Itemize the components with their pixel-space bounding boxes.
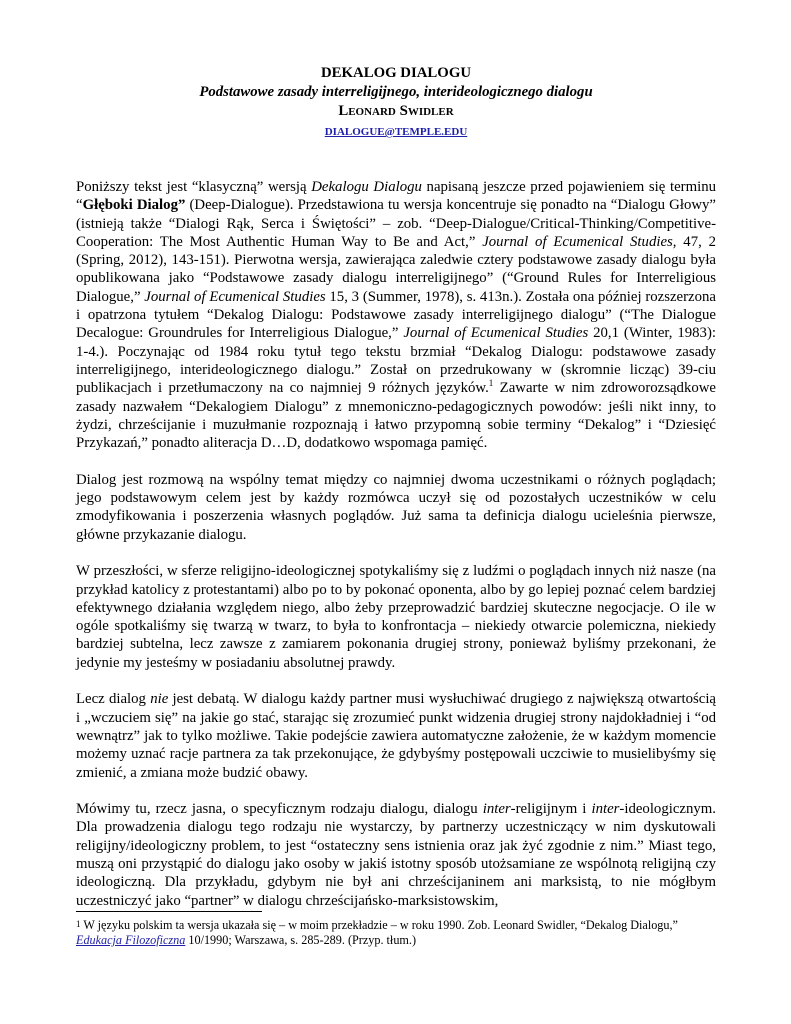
text-run: , 47, 2 (Spring, 2012), 143-151). Pierwotna wersja, zawierająca zaledwie cztery podstawowe zasady dialogu była opublikowana jako “Podstawowe zasady dialogu interreligijnego” (“Ground Rules for Interreligious Dialogue,” — [76, 233, 716, 305]
paragraph-not-debate — [76, 690, 716, 781]
footnote-separator — [76, 911, 262, 912]
text-run: -ideologicznym. Dla prowadzenia dialogu tego rodzaju nie wystarczy, by partnerzy uczestniczący w nim dyskutowali religijny/ideologiczny problem, to jest “ostateczny sens istnienia oraz jak żyć zgodnie z nim.” Miast tego, muszą oni przystąpić do dialogu jako osoby w jakiś istotny sposób utożsamiane ze wspólnotą religijną czy ideologiczną. Dla przykładu, gdybym nie był ani chrześcijaninem ani marksistą, to nie mógłbym uczestniczyć jako “partner” w dialogu chrześcijańsko-marksistowskim, — [76, 801, 716, 909]
author-email-link[interactable]: DIALOGUE@TEMPLE.EDU — [324, 126, 468, 138]
text-run-bold: Głęboki Dialog” — [82, 197, 186, 214]
text-run-italic: Journal of Ecumenical Studies — [403, 325, 589, 342]
author-last-initial: S — [399, 103, 408, 119]
text-run-italic: nie — [150, 691, 169, 708]
text-run: (Deep-Dialogue). Przedstawiona tu wersja koncentruje się ponadto na “Dialogu Głowy” (istnieją także “Dialogi Rąk, Serca i Świętości” – zob. “Deep-Dialogue/Critical-Thinking/Competitive-Cooperation: The Most Authentic Human Way to Be and Act,” — [76, 197, 717, 250]
text-run-italic: Dekalogu Dialogu — [311, 179, 422, 195]
document-title: DEKALOG DIALOGU — [320, 65, 472, 81]
document-subtitle: Podstawowe zasady interreligijnego, interideologicznego dialogu — [199, 84, 593, 100]
author-first-initial: L — [338, 103, 349, 119]
text-run-italic: inter — [591, 801, 620, 818]
document-header — [76, 64, 716, 142]
text-run-italic: inter — [482, 801, 511, 818]
footnote-source-link[interactable]: Edukacja Filozoficzna — [76, 933, 186, 947]
text-run: Lecz dialog — [76, 691, 151, 708]
paragraph-intro — [76, 178, 716, 452]
author-name — [76, 102, 716, 122]
author-first-rest: EONARD — [348, 106, 396, 118]
paragraph-interreligious — [76, 800, 716, 910]
footnote-text: W języku polskim ta wersja ukazała się – w moim przekładzie – w roku 1990. Zob. Leonard Swidler, “Dekalog Dialogu,” — [80, 918, 678, 932]
footnote-text: 10/1990; Warszawa, s. 285-289. (Przyp. tłum.) — [185, 933, 417, 947]
footnote-reference[interactable]: 1 — [488, 378, 494, 389]
text-run: Poniższy tekst jest “klasyczną” wersją — [76, 179, 312, 195]
text-run: 20,1 (Winter, 1983): 1-4.). Poczynając od 1984 roku tytuł tego tekstu brzmiał “Dekalog Dialogu: podstawowe zasady interreligijnego, interideologicznego dialogu.” Został on przedrukowany w (skromnie licząc) 39-ciu publikacjach i przetłumaczony na co najmniej 9 różnych języków. — [76, 325, 716, 397]
text-run: Mówimy tu, rzecz jasna, o specyficznym rodzaju dialogu, dialogu — [76, 801, 483, 818]
paragraph-past: W przeszłości, w sferze religijno-ideologicznej spotykaliśmy się z ludźmi o poglądach innych niż nasze (na przykład katolicy z protestantami) albo po to by pokonać oponenta, albo by go lepiej poznać celem bardziej efektywnego działania względem niego, albo żeby przeprowadzić bardziej skuteczne negocjacje. O ile w ogóle spotkaliśmy się twarzą w twarz, to była to konfrontacja – niekiedy otwarcie polemiczna, niekiedy bardziej subtelna, lecz zawsze z zamiarem pokonania drugiej strony, ponieważ byliśmy przekonani, że jedynie my jesteśmy w posiadaniu absolutnej prawdy. — [76, 563, 716, 671]
text-run-italic: Journal of Ecumenical Studies — [482, 233, 673, 250]
document-page — [76, 64, 716, 910]
paragraph-definition: Dialog jest rozmową na wspólny temat między co najmniej dwoma uczestnikami o różnych poglądach; jego podstawowym celem jest by każdy rozmówca uczył się od pozostałych uczestników w celu zmodyfikowania i poszerzenia własnych poglądów. Już sama ta definicja dialogu ucieleśnia pierwsze, główne przykazanie dialogu. — [76, 471, 716, 543]
document-body — [76, 178, 716, 910]
text-run: Zawarte w nim zdroworozsądkowe zasady nazwałem “Dekalogiem Dialogu” z mnemoniczno-pedagogicznych powodów: jeśli nikt inny, to żydzi, chrześcijanie i muzułmanie rozpoznają i łatwo przypomną sobie terminy “Dekalog” i “Dziesięć Przykazań,” ponadto aliteracja D…D, dodatkowo wspomaga pamięć. — [76, 380, 716, 452]
text-run: 15, 3 (Summer, 1978), s. 413n.). Została ona później rozszerzona i opatrzona tytułem “Dekalog Dialogu: Podstawowe zasady interreligijnego dialogu” (“The Dialogue Decalogue: Groundrules for Interreligious Dialogue,” — [76, 288, 716, 342]
text-run: napisaną jeszcze przed pojawieniem się terminu “ — [76, 179, 716, 214]
text-run-italic: Journal of Ecumenical Studies — [144, 288, 326, 305]
footnote — [76, 918, 716, 948]
text-run: jest debatą. W dialogu każdy partner musi wysłuchiwać drugiego z największą otwartością i „wczuciem się” na jakie go stać, starając się zrozumieć punkt widzenia drugiej strony najdokładniej i “od wewnątrz” jak to tylko możliwe. Takie podejście zawiera automatyczne założenie, że w każdym momencie możemy uznać racje partnera za tak przekonujące, że gdybyśmy postępowali uczciwie to musielibyśmy się zmienić, a zmiana może budzić obawy. — [76, 691, 716, 781]
author-last-rest: WIDLER — [407, 106, 454, 118]
text-run: -religijnym i — [510, 801, 592, 818]
footnote-number: 1 — [76, 919, 81, 929]
